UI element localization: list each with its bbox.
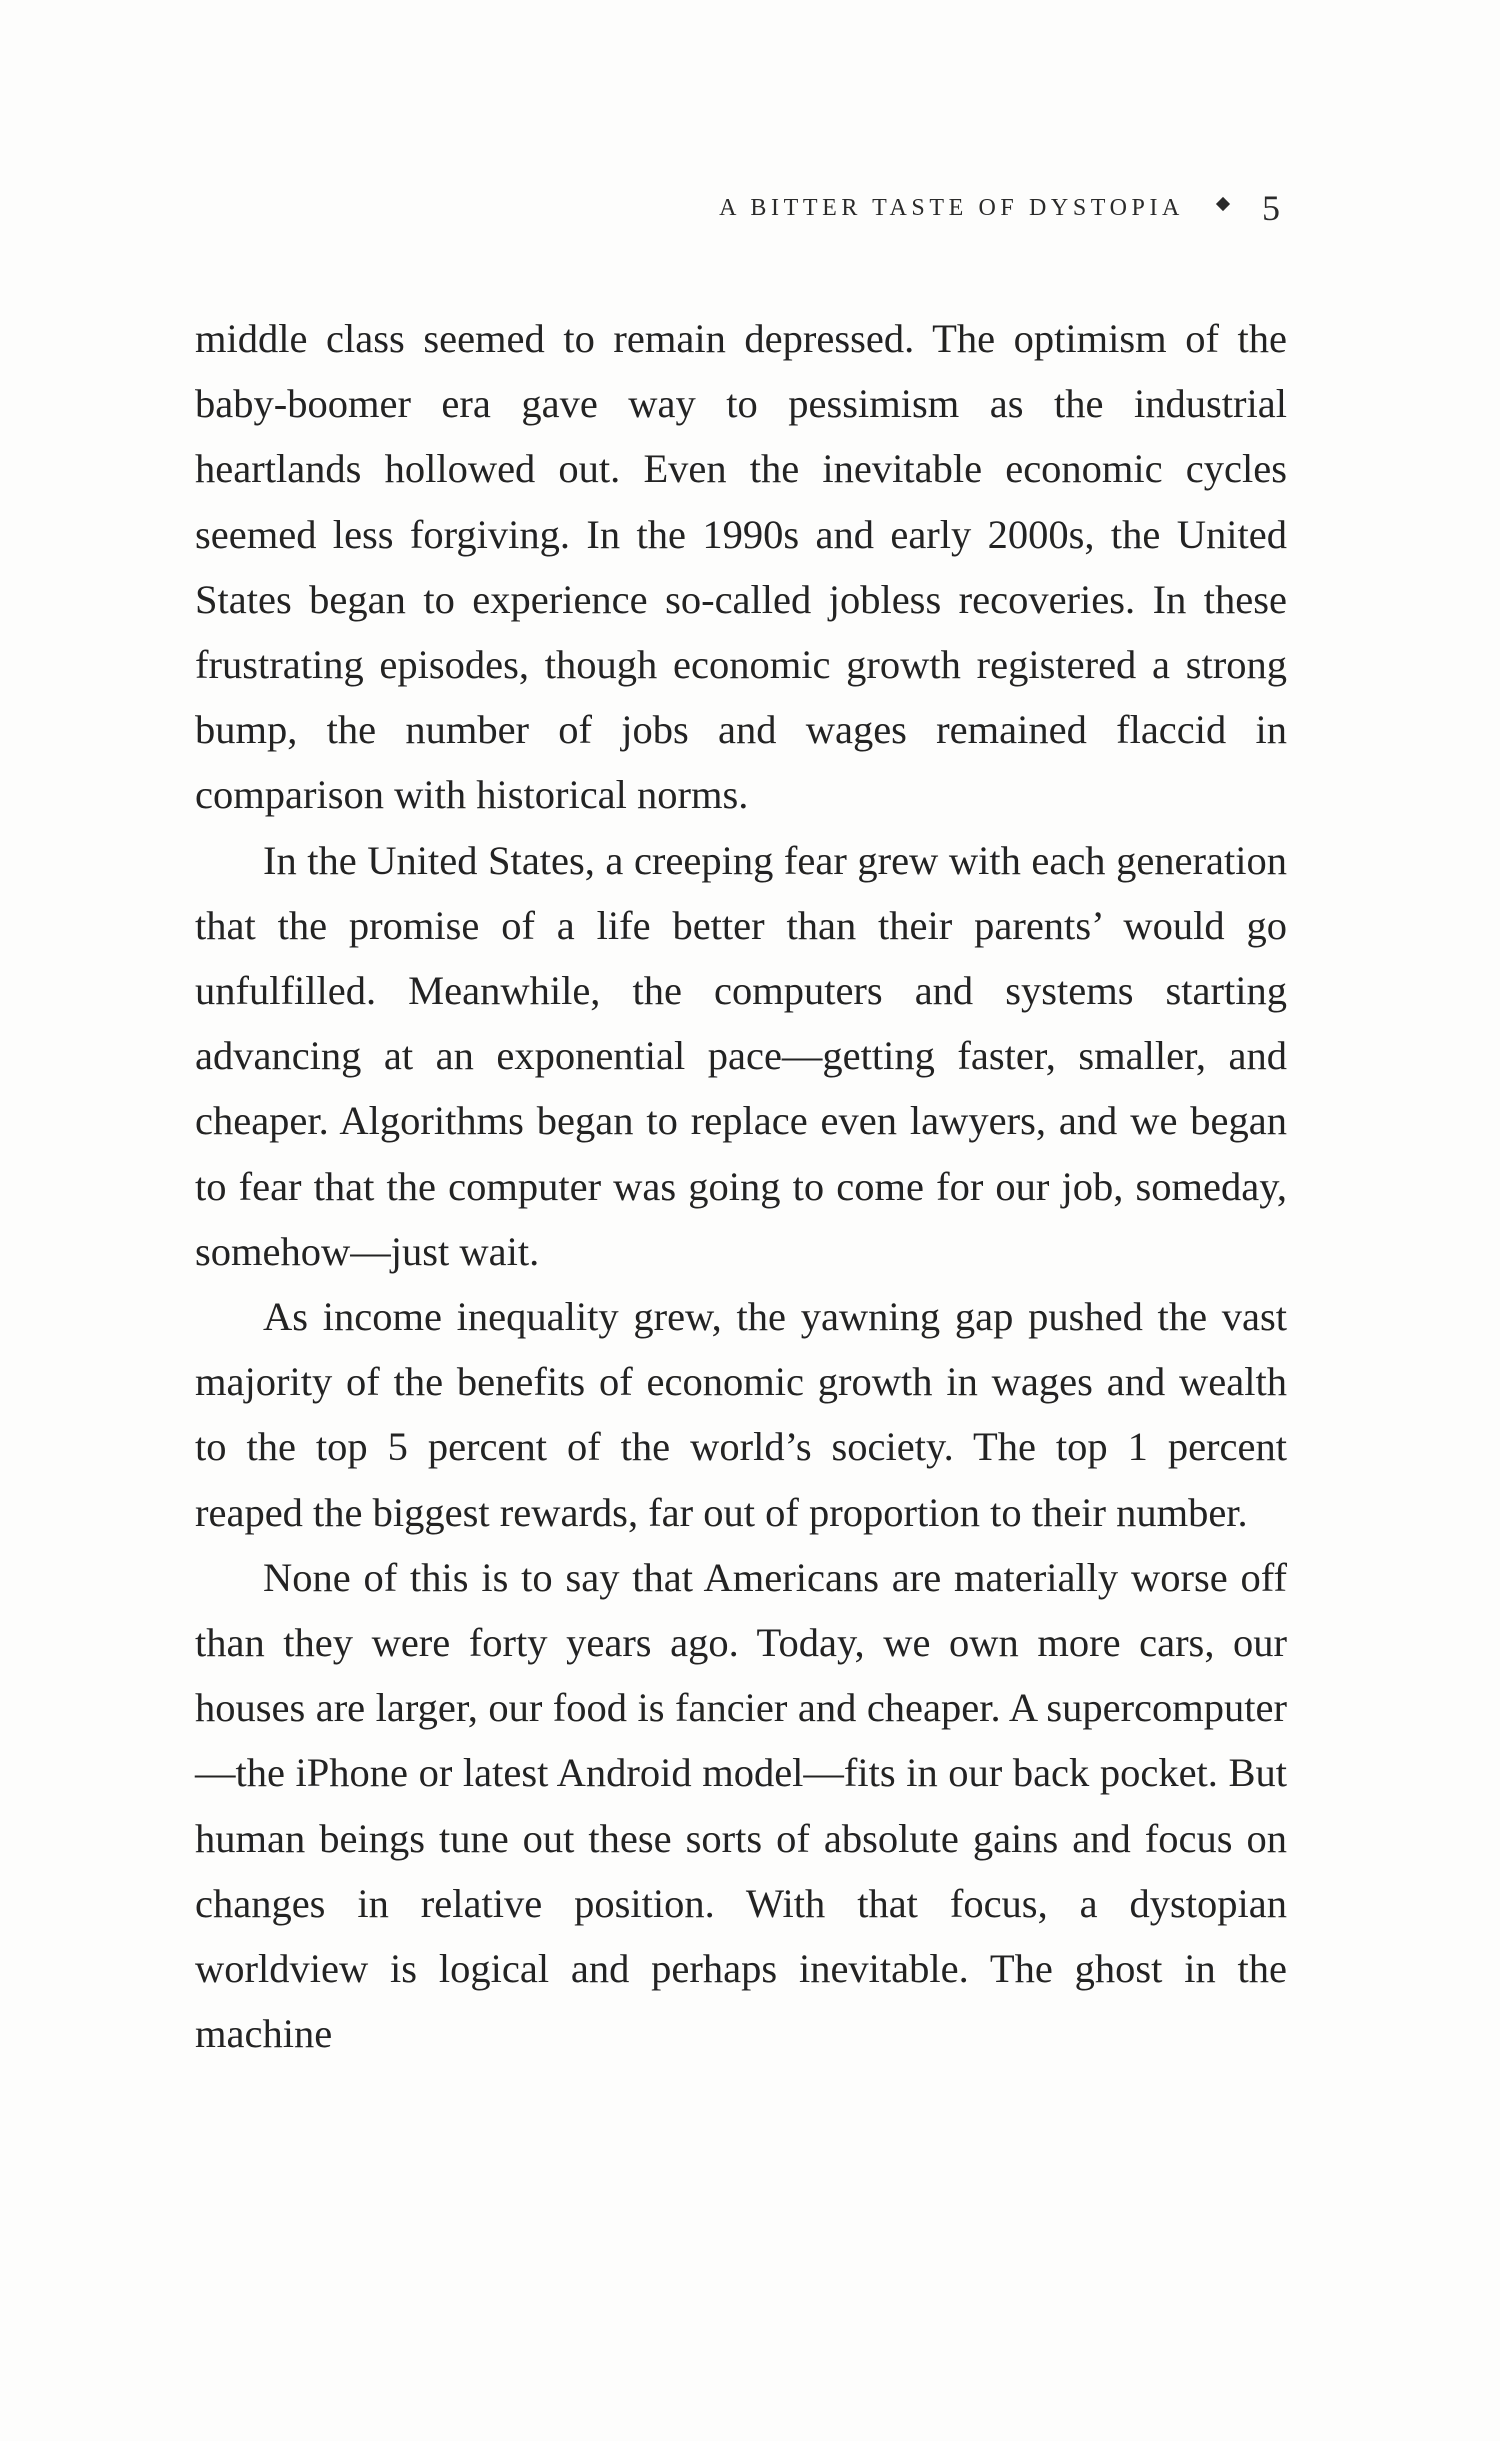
body-text (195, 306, 1287, 2066)
paragraph: middle class seemed to remain depressed. The optimism of the baby-boomer era gave way to pessimism as the industrial heartlands hollowed out. Even the inevitable economic cycles seemed less forgiving. In the 1990s and early 2000s, the United States began to experience so-called jobless recoveries. In these frustrating episodes, though economic growth registered a strong bump, the number of jobs and wages remained flaccid in comparison with historical norms. (195, 316, 1287, 818)
running-head (640, 188, 1280, 228)
diamond-bullet-icon (1216, 197, 1230, 211)
paragraph: In the United States, a creeping fear grew with each generation that the promise of a life better than their parents’ would go unfulfilled. Meanwhile, the computers and systems starting advancing at an exponential pace—getting faster, smaller, and cheaper. Algorithms began to replace even lawyers, and we began to fear that the computer was going to come for our job, someday, somehow—just wait. (195, 837, 1287, 1274)
running-title: A BITTER TASTE OF DYSTOPIA (719, 194, 1184, 221)
paragraph: As income inequality grew, the yawning gap pushed the vast majority of the benefits of economic growth in wages and wealth to the top 5 percent of the world’s society. The top 1 percent reaped the biggest rewards, far out of proportion to their number. (195, 1294, 1287, 1535)
page-number: 5 (1262, 188, 1280, 228)
paragraph: None of this is to say that Americans are materially worse off than they were forty years ago. Today, we own more cars, our houses are larger, our food is fancier and cheaper. A supercomputer—the iPhone or latest Android model—fits in our back pocket. But human beings tune out these sorts of absolute gains and focus on changes in relative position. With that focus, a dystopian worldview is logical and perhaps inevitable. The ghost in the machine (195, 1554, 1287, 2057)
